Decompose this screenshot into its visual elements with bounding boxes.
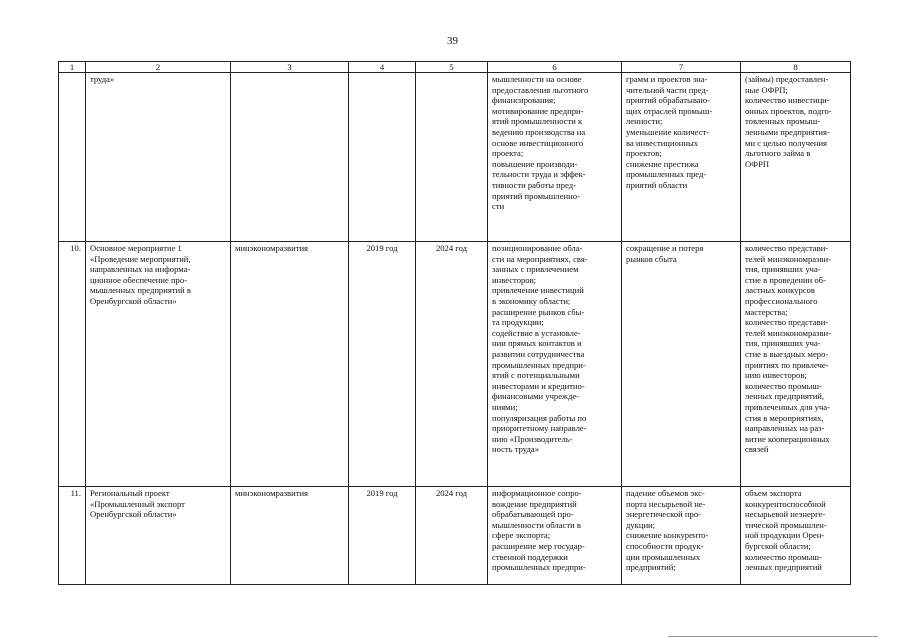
expected-result: мышленности на основе предоставления льготного финансирования; мотивирование предпри- ятий промышленности к ведению производства на основе инвестиционного проекта; повышение производи- тельности труда и эффек- тивности работы пред- приятий промышленно- сти <box>488 73 622 242</box>
end-year: 2024 год <box>416 487 488 585</box>
header-col-2: 2 <box>86 62 231 73</box>
start-year: 2019 год <box>349 487 416 585</box>
header-col-8: 8 <box>741 62 851 73</box>
responsible-executor: минэкономразвития <box>231 487 349 585</box>
measure-name: труда» <box>86 73 231 242</box>
header-col-7: 7 <box>622 62 741 73</box>
measure-name: Основное мероприятие 1 «Проведение мероприятий, направленных на информа- ционное обеспечение про- мышленных предприятий в Оренбургской области» <box>86 242 231 487</box>
related-indicators: количество представи- телей минэкономразви- тия, принявших уча- стие в проведении об- ластных конкурсов профессионального мастерства; количество представи- телей минэкономразви- тия, принявших уча- стие в выездных меро- приятиях по привлече- нию инвесторов; количество промыш- ленных предприятий, привлеченных для уча- стия в мероприятиях, направленных на раз- витие кооперационных связей <box>741 242 851 487</box>
row-number <box>59 73 86 242</box>
header-col-3: 3 <box>231 62 349 73</box>
related-indicators: (займы) предоставлен- ные ОФРП; количество инвестици- онных проектов, подго- товленных промыш- ленными предприятия- ми с целью получения льготного займа в ОФРП <box>741 73 851 242</box>
responsible-executor <box>231 73 349 242</box>
start-year <box>349 73 416 242</box>
header-col-1: 1 <box>59 62 86 73</box>
header-col-5: 5 <box>416 62 488 73</box>
end-year: 2024 год <box>416 242 488 487</box>
related-indicators: объем экспорта конкурентоспособной несырьевой неэнерге- тической промышлен- ной продукции Орен- бургской области; количество промыш- ленных предприятий <box>741 487 851 585</box>
start-year: 2019 год <box>349 242 416 487</box>
expected-result: информационное сопро- вождение предприятий обрабатывающей про- мышленности области в сфере экспорта; расширение мер государ- ственной поддержки промышленных предпри- <box>488 487 622 585</box>
header-row <box>59 62 851 73</box>
table-row <box>59 73 851 242</box>
footer-divider <box>668 636 878 637</box>
header-col-4: 4 <box>349 62 416 73</box>
non-implementation-risks: сокращение и потеря рынков сбыта <box>622 242 741 487</box>
measure-name: Региональный проект «Промышленный экспорт Оренбургской области» <box>86 487 231 585</box>
row-number: 10. <box>59 242 86 487</box>
non-implementation-risks: грамм и проектов зна- чительной части пред- приятий обрабатываю- щих отраслей промыш- ленности; уменьшение количест- ва инвестиционных проектов; снижение престижа промышленных пред- приятий области <box>622 73 741 242</box>
end-year <box>416 73 488 242</box>
expected-result: позиционирование обла- сти на мероприятиях, свя- занных с привлечением инвесторов; привлечение инвестиций в экономику области; расширение рынков сбы- та продукции; содействие в установле- нии прямых контактов и развитии сотрудничества промышленных предпри- ятий с потенциальными инвесторами и кредитно- финансовыми учрежде- ниями; популяризация работы по приоритетному направле- нию «Производитель- ность труда» <box>488 242 622 487</box>
measures-table <box>58 61 851 585</box>
non-implementation-risks: падение объемов экс- порта несырьевой не- энергетической про- дукции; снижение конкуренто- способности продук- ции промышленных предприятий; <box>622 487 741 585</box>
responsible-executor: минэкономразвития <box>231 242 349 487</box>
header-col-6: 6 <box>488 62 622 73</box>
page-number: 39 <box>447 35 458 47</box>
table-row <box>59 242 851 487</box>
table-row <box>59 487 851 585</box>
row-number: 11. <box>59 487 86 585</box>
